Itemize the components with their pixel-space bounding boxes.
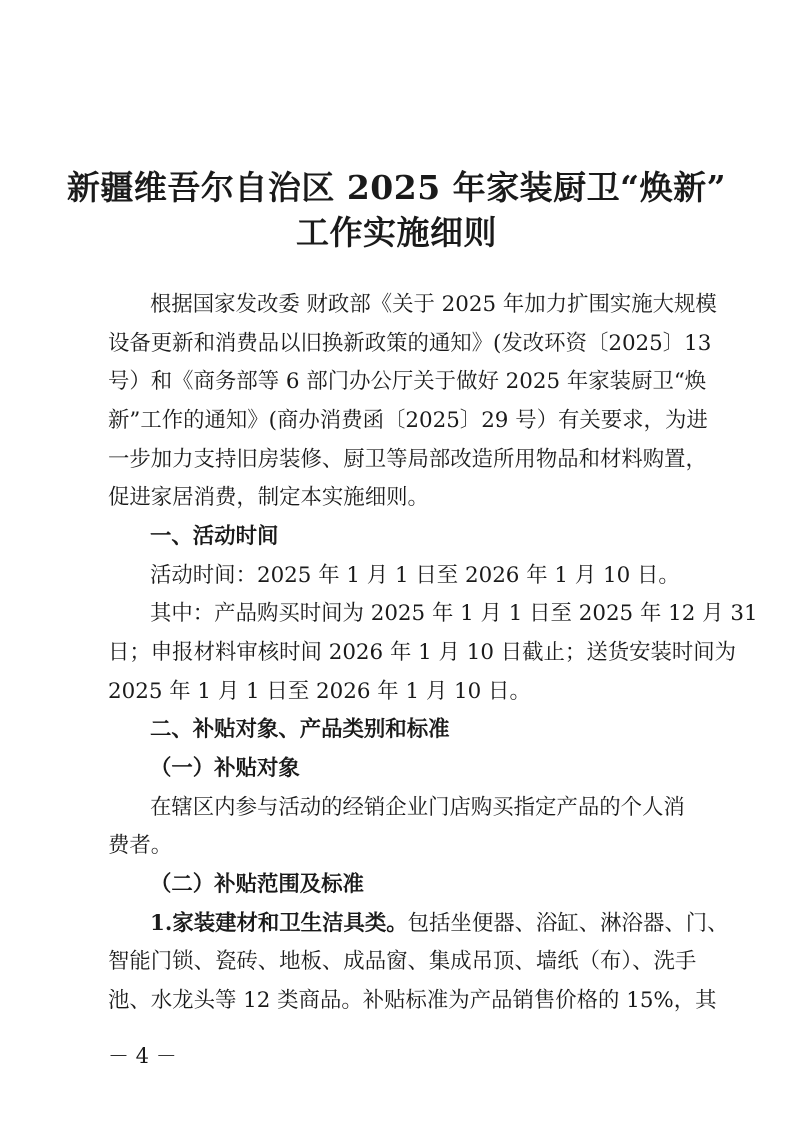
paragraph-line: 智能门锁、瓷砖、地板、成品窗、集成吊顶、墙纸（布）、洗手 bbox=[108, 949, 697, 974]
paragraph-line: 号）和《商务部等 6 部门办公厅关于做好 2025 年家装厨卫“焕 bbox=[108, 369, 707, 394]
paragraph-line: 活动时间：2025 年 1 月 1 日至 2026 年 1 月 10 日。 bbox=[150, 563, 680, 588]
paragraph-line: 促进家居消费，制定本实施细则。 bbox=[108, 485, 429, 510]
subsection-heading: （二）补贴范围及标准 bbox=[150, 872, 364, 897]
item-title: 1.家装建材和卫生洁具类。 bbox=[150, 911, 408, 936]
paragraph-line: 费者。 bbox=[108, 833, 173, 858]
paragraph-line: 一步加力支持旧房装修、厨卫等局部改造所用物品和材料购置， bbox=[108, 447, 707, 472]
paragraph-line: 在辖区内参与活动的经销企业门店购买指定产品的个人消 bbox=[150, 795, 685, 820]
paragraph-line bbox=[150, 909, 729, 939]
paragraph-line: 设备更新和消费品以旧换新政策的通知》(发改环资〔2025〕13 bbox=[108, 331, 712, 356]
paragraph-line: 其中：产品购买时间为 2025 年 1 月 1 日至 2025 年 12 月 31 bbox=[150, 601, 758, 626]
paragraph-line: 2025 年 1 月 1 日至 2026 年 1 月 10 日。 bbox=[108, 679, 531, 704]
paragraph-line: 新”工作的通知》(商办消费函〔2025〕29 号）有关要求，为进 bbox=[108, 408, 708, 433]
section-heading: 二、补贴对象、产品类别和标准 bbox=[150, 717, 450, 742]
section-heading: 一、活动时间 bbox=[150, 524, 279, 549]
paragraph-line: 池、水龙头等 12 类商品。补贴标准为产品销售价格的 15%，其 bbox=[108, 988, 717, 1013]
document-title-line2: 工作实施细则 bbox=[296, 213, 497, 252]
paragraph-line: 日；申报材料审核时间 2026 年 1 月 10 日截止；送货安装时间为 bbox=[108, 640, 737, 665]
item-text: 包括坐便器、浴缸、淋浴器、门、 bbox=[407, 911, 729, 936]
page-number: － 4 － bbox=[108, 1044, 177, 1068]
document-title-line1: 新疆维吾尔自治区 2025 年家装厨卫“焕新” bbox=[66, 168, 727, 207]
paragraph-line: 根据国家发改委 财政部《关于 2025 年加力扩围实施大规模 bbox=[150, 292, 717, 317]
subsection-heading: （一）补贴对象 bbox=[150, 756, 300, 781]
